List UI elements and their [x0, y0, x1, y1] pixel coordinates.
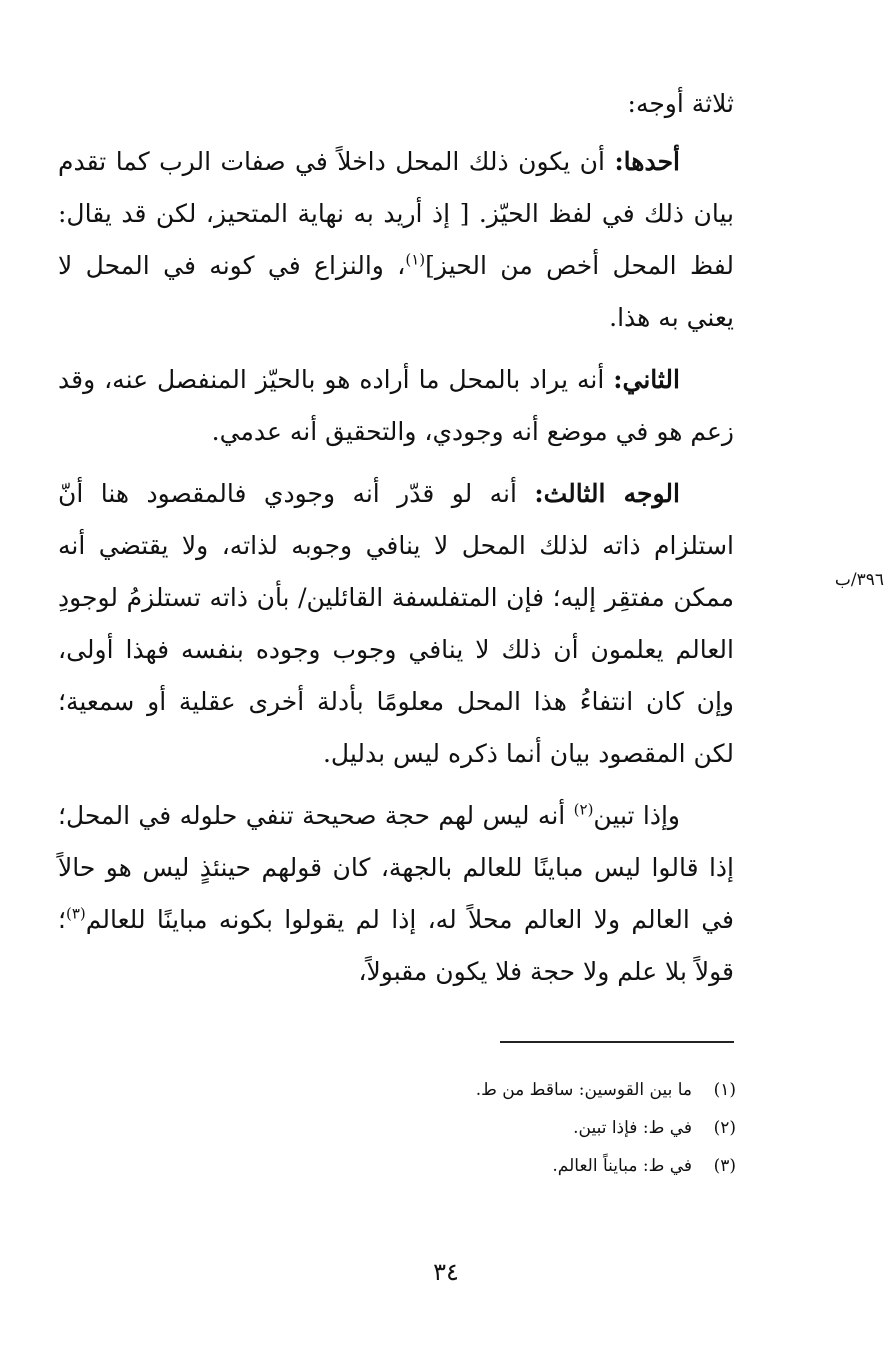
page-number: ٣٤ [433, 1258, 459, 1286]
first-aspect-text-a: أن يكون ذلك المحل داخلاً في صفات الرب كما تقدم بيان ذلك في لفظ الحيّز. [ إذ أريد به نهاية المتحيز، لكن قد يقال: لفظ المحل أخص من الحيز] [58, 147, 735, 280]
conclusion-text-b: أنه ليس لهم حجة صحيحة تنفي حلوله في المحل؛ إذا قالوا ليس مباينًا للعالم بالجهة، كان قولهم حينئذٍ ليس هو حالاً في العالم ولا العالم محلاً له، إذا لم يقولوا بكونه مباينًا للعالم [58, 801, 734, 934]
conclusion-text-a: وإذا تبين [593, 801, 680, 830]
footnote-number: (٢) [713, 1118, 736, 1138]
footnote-ref-2: (٢) [573, 800, 594, 819]
footnote-number: (٣) [713, 1156, 736, 1176]
footnote-3 [216, 1147, 736, 1185]
conclusion-text-c: ؛ قولاً بلا علم ولا حجة فلا يكون مقبولاً، [58, 905, 734, 986]
first-aspect-label: أحدها: [614, 147, 680, 176]
footnote-text: ما بين القوسين: ساقط من ط. [475, 1080, 692, 1100]
second-aspect-label: الثاني: [613, 365, 680, 394]
footnote-text: في ط: فإذا تبين. [573, 1118, 692, 1138]
paragraph-second-aspect [58, 354, 734, 458]
second-aspect-text: أنه يراد بالمحل ما أراده هو بالحيّز المنفصل عنه، وقد زعم هو في موضع أنه وجودي، والتحقيق أنه عدمي. [58, 365, 734, 446]
intro-line: ثلاثة أوجه: [627, 89, 734, 118]
paragraph-third-aspect [58, 468, 734, 780]
footnote-separator [500, 1041, 734, 1043]
third-aspect-text: أنه لو قدّر أنه وجودي فالمقصود هنا أنّ استلزام ذاته لذلك المحل لا ينافي وجوبه لذاته، ولا يقتضي أنه ممكن مفتقِر إليه؛ فإن المتفلسفة القائلين/ بأن ذاته تستلزمُ لوجودِ العالم يعلمون أن ذلك لا ينافي وجوب وجوده بنفسه فهذا أولى، وإن كان انتفاءُ هذا المحل معلومًا بأدلة أخرى عقلية أو سمعية؛ لكن المقصود بيان أنما ذكره ليس بدليل. [58, 479, 734, 768]
footnote-2 [216, 1109, 736, 1147]
paragraph-conclusion [58, 790, 734, 998]
paragraph-first-aspect [58, 136, 734, 344]
footnote-text: في ط: مبايناً العالم. [552, 1156, 692, 1176]
footnotes [216, 1071, 736, 1185]
footnote-ref-1: (١) [405, 250, 426, 269]
main-text [58, 78, 734, 1008]
footnote-1 [216, 1071, 736, 1109]
third-aspect-label: الوجه الثالث: [534, 479, 680, 508]
footnote-number: (١) [713, 1080, 736, 1100]
footnote-ref-3: (٣) [65, 904, 86, 923]
first-aspect-text-b: ، والنزاع في كونه في المحل لا يعني به هذا. [58, 251, 734, 332]
manuscript-folio-note: ٣٩٦/ب [834, 570, 884, 590]
